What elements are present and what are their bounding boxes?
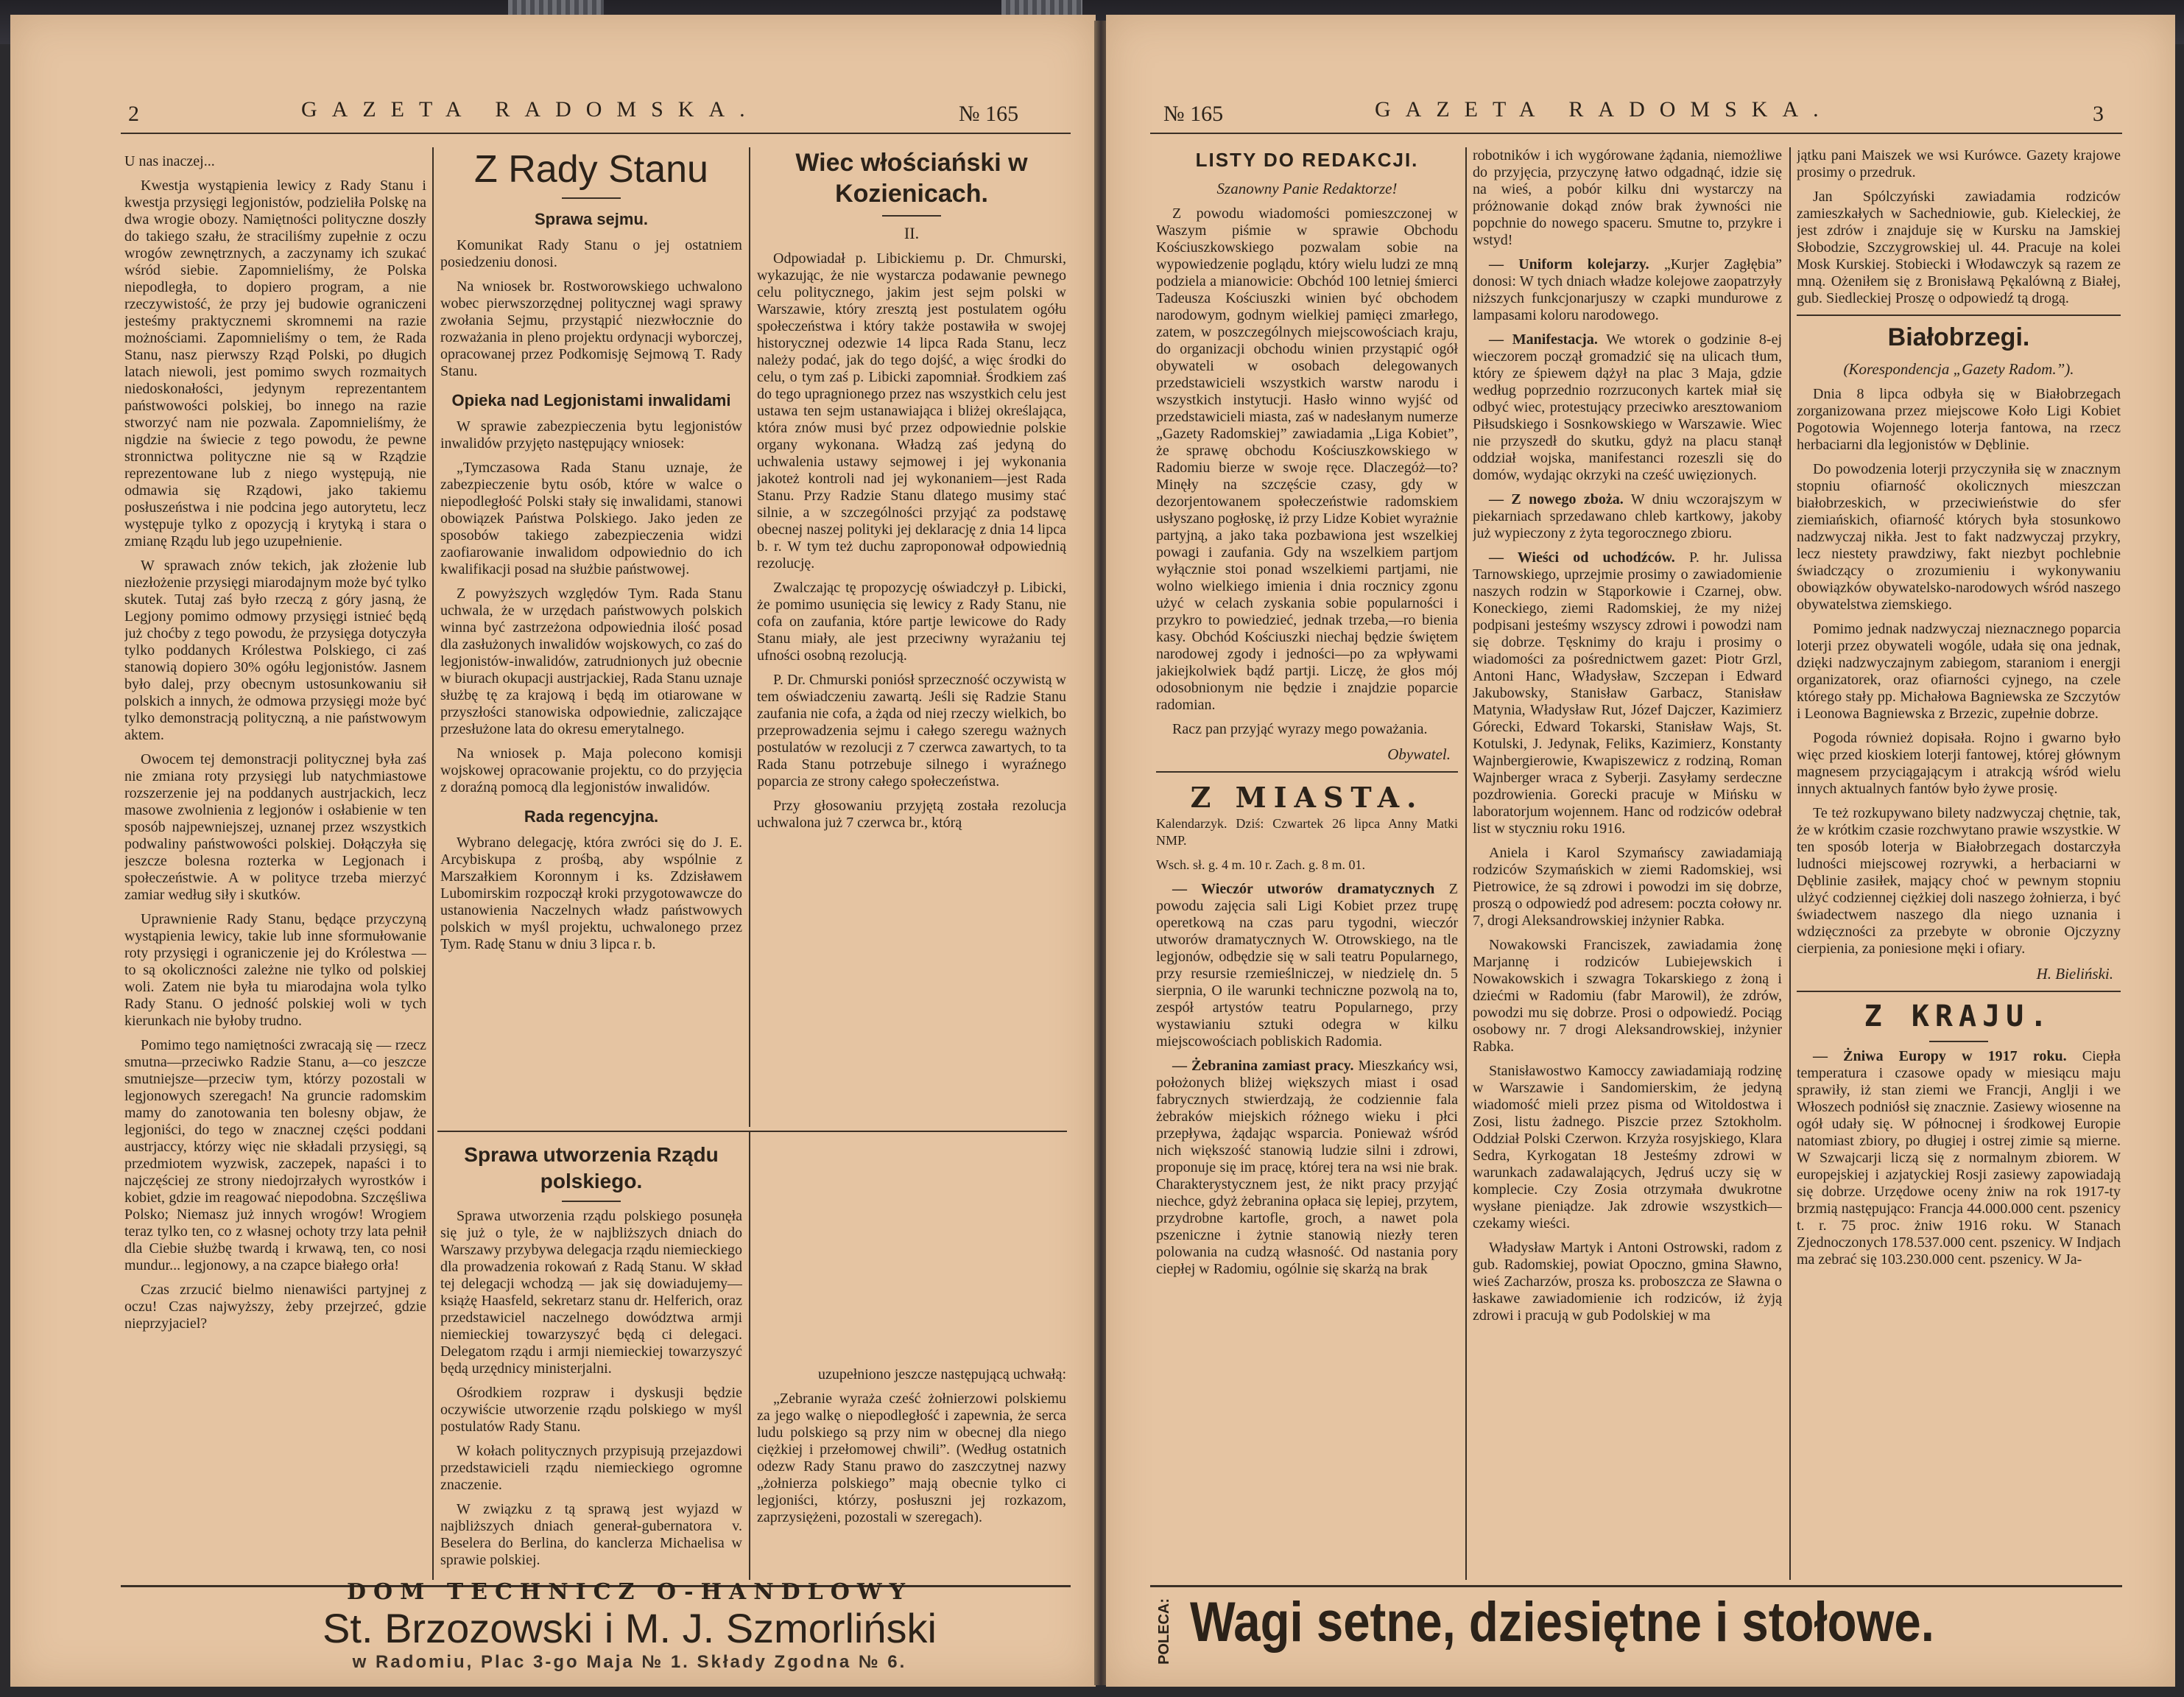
paragraph: Owocem tej demonstracji politycznej była zaś nie zmiana roty przysięgi lub natychmiastowe rozszerzenie jej na poddanych austrjackich, lecz masowe zwolnienia z legjonów i osłabienie w ten sposób najpewniejszej, uznanej przez wszystkich podwaliny państwowości polskiej. Dołączyła się jeszcze bolesna rozterka w Legjonach i społeczeństwie. A w polityce trzeba mierzyć zamiar według siły i skutków. [124, 751, 426, 903]
advert-line: DOM TECHNICZ O-HANDLOWY [347, 1579, 912, 1605]
column-letters [1156, 147, 1458, 1584]
advert-brzozowski [177, 1579, 1082, 1675]
news-lead: — Z nowego zboża. [1489, 491, 1624, 507]
sun-times: Wsch. sł. g. 4 m. 10 r. Zach. g. 8 m. 01. [1156, 857, 1365, 872]
paragraph: Na wniosek p. Maja polecono komisji wojskowej opracowanie projektu, co do przyjęcia z doraźną pomocą dla legjonistów inwalidów. [440, 745, 742, 795]
paragraph: Dnia 8 lipca odbyła się w Białobrzegach zorganizowana przez miejscowe Koło Ligi Kobiet Pogotowia Wojennego loterja fantowa, na rzecz herbaciarni dla legjonistów w Dęblinie. [1797, 386, 2121, 453]
section-rule [1797, 315, 2121, 316]
paragraph: Odpowiadał p. Libickiemu p. Dr. Chmurski, wykazując, że nie wystarcza podawanie pewnego celu politycznego, jakim jest sejm polski w Warszawie, który zresztą jest postulatem ogółu społeczeństwa i który także postawiła w swojej historycznej odezwie 14 lipca Rada Stanu, lecz należy podać, jak do tego dojść, a więc środki do celu, o tym zaś p. Libicki zapomniał. Środkiem zaś do tego upragnionego przez nas wszystkich celu jest ustawa ten sejm ustanawiająca i bliżej określająca, która znów musi być przez odpowiednie polskie organy wykonana. Władzą zaś jedyną do uchwalenia ustawy sejmowej i jej wykonania jakoteż kontroli nad jej wykonaniem—jest Rada Stanu. Przy Radzie Stanu dlatego musimy stać silnie, a w szczególności przyjąć za podstawę obecnej naszej polityki jej deklarację z dnia 14 lipca b. r. W tym też duchu zaproponował odpowiednią rezolucję. [757, 250, 1066, 572]
paragraph: W kołach politycznych przypisują przejazdowi przedstawicieli rządu niemieckiego ogromne znaczenie. [440, 1443, 742, 1493]
column-news [1473, 147, 1782, 1584]
news-text: Ciepła temperatura i czasowe opady w miesiącu maju sprawiły, iż stan ziemi we Francji, Anglji i we Włoszech podniósł się znacznie. Zasiewy wiosenne na ogół udały się. W północnej i środkowej Europie natomiast zbiory, po długiej i ostrej zimie są mierne. W Szwajcarji liczą się z normalnym zbiorem. W europejskiej i azjatyckiej Rosji zasiewy zapowiadają się dobrze. Urzędowe oceny żniw na rok 1917-ty brzmią następująco: Francja 44.000.000 cent. pszenicy t. r. 75 proc. żniw 1916 roku. W Stanach Zjednoczonych 178.537.000 cent. pszenicy. W Indjach ma zebrać się 103.230.000 cent. pszenicy. W Ja- [1797, 1048, 2121, 1268]
page-number: 3 [2093, 102, 2104, 126]
section-heading: LISTY DO REDAKCJI. [1195, 149, 1419, 171]
issue-number: № 165 [1163, 102, 1224, 126]
news-text: P. hr. Julissa Tarnowskiego, uprzejmie prosimy o zawiadomienie naszych rodzin w Stąporkowie i Czarnej, obw. Koneckiego, ziemi Radomskiej, że my niżej podpisani jesteśmy wszyscy zdrowi i powodzi nam się dobrze. Tęsknimy do kraju i prosimy o wiadomości za pośrednictwem gazet: Piotr Grzl, Antoni Hanc, Władysław, Szczepan i Edward Jakubowsky, Stanisław Garbacz, Stanisław Matynia, Władysław Rut, Józef Dajczer, Kazimierz Górecki, Edward Tokarski, Stanisław Wajs, St. Kotulski, J. Jedynak, Feliks, Kazimierz, Konstanty Wajnbergierowie, Kwapiszewicz z rodziną, Roman Wajnberger wraca z Syberji. Zasyłamy serdeczne pozdrowienia. Gorecki pracuje w Mińsku w laboratorjum wojennem. Hanc od rodziców odebrał list w styczniu roku 1916. [1473, 549, 1782, 837]
advert-firm-name: St. Brzozowski i M. J. Szmorliński [323, 1605, 937, 1651]
section-rule [437, 1131, 1067, 1132]
section-rule [1797, 991, 2121, 992]
paragraph: Komunikat Rady Stanu o jej ostatniem posiedzeniu donosi. [440, 237, 742, 270]
paragraph: Przy głosowaniu przyjętą została rezolucja uchwalona już 7 czerwca br., którą [757, 798, 1066, 831]
calendar: Kalendarzyk. Dziś: Czwartek 26 lipca Anny Matki NMP. [1156, 816, 1458, 848]
header-rule [121, 133, 1071, 134]
paragraph: „Tymczasowa Rada Stanu uznaje, że zabezpieczenie bytu osób, które w walce o niepodległość Polski stały się inwalidami, stanowi obowiązek Państwa Polskiego. Jako jeden ze sposobów takiego zabezpieczenia widzi zaofiarowanie inwalidom odpowiednio do ich kwalifikacji posad na służbie państwowej. [440, 460, 742, 577]
paragraph: W sprawach znów tekich, jak złożenie lub niezłożenie przysięgi miarodajnym może być tylko skutek. Tutaj zaś było rzeczą z góry jasną, że Legjony pomimo odmowy przysięgi istnieć będą już choćby z tego powodu, że przysięga dotyczyła tylko poddanych Królestwa Polskiego, ci zaś stanowią dopiero 30% ogółu legjonistów. Jasnem było dalej, przy obecnym ustosunkowaniu sił polskich a innych, że odmowa przysięgi może być tylko demonstracją polityczną, a nie państwowym aktem. [124, 558, 426, 743]
paragraph: Te też rozkupywano bilety nadzwyczaj chętnie, tak, że w krótkim czasie rozchwytano prawie wszystkie. W ten sposób loterja w Białobrzegach dostarczyła ludności miejscowej rozrywki, a herbaciarni w Dęblinie zasiłek, mający choć w pewnym stopniu ulżyć codziennej ciężkiej doli naszego żołnierza, i być świadectwem naszego dla niego uznania i wdzięczności za przebyte w obronie Ojczyzny cierpienia, za poniesione męki i ofiary. [1797, 805, 2121, 957]
paragraph: Racz pan przyjąć wyrazy mego poważania. [1172, 721, 1428, 737]
news-lead: — Żebranina zamiast pracy. [1172, 1058, 1354, 1074]
paragraph: Czas zrzucić bielmo nienawiści partyjnej z oczu! Czas najwyższy, żeby przejrzeć, gdzie nieprzyjaciel? [124, 1282, 426, 1332]
paragraph: „Zebranie wyraża cześć żołnierzowi polskiemu za jego walkę o niepodległość i zapewnia, że serca ludu polskiego są przy nim w obecnej dla niego ciężkiej i przełomowej chwili”. (Według ostatnich odezw Rady Stanu prawo do zaszczytnej nazwy „żołnierza polskiego” mają obecnie tylko ci legjoniści, którzy, posłuszni jej rozkazom, zaprzysiężeni, pozostali w szeregach). [757, 1391, 1066, 1525]
column-rule [432, 147, 434, 1580]
news-lead: — Manifestacja. [1489, 331, 1598, 348]
section-heading: Rada regencyjna. [524, 807, 659, 826]
paragraph: Sprawa utworzenia rządu polskiego posunęła się już o tyle, że w najbliższych dniach do Warszawy przybywa delegacja rządu niemieckiego dla prowadzenia rokowań z Radą Stanu. W skład tej delegacji wchodzą — jak się dowiadujemy—książę Haasfeld, sekretarz stanu dr. Helferich, oraz przedstawiciel naczelnego dowództwa armji niemieckiej towarzyszyć będą ci delegaci. Delegatom rządu i armji niemieckiej towarzyszyć będą urzędnicy ministerjalni. [440, 1208, 742, 1377]
news-lead: — Uniform kolejarzy. [1489, 256, 1649, 273]
paragraph: Zwalczając tę propozycję oświadczył p. Libicki, że pomimo usunięcia się lewicy z Rady Stanu, nie cofa on zaufania, które partje lewicowe do Rady Stanu miały, ale jest przeciwny wyrażaniu tej ufności osobną rezolucją. [757, 580, 1066, 664]
news-text: W dniu wczorajszym w piekarniach sprzedawano chleb kartkowy, jakoby już wypieczony z żyta tegorocznego zbioru. [1473, 491, 1782, 541]
paragraph: Z powyższych względów Tym. Rada Stanu uchwala, że w urzędach państwowych polskich winna być zastrzeżona odpowiednia ilość posad dla zasłużonych inwalidów wojskowych, co zaś do legjonistów-inwalidów, zatrudnionych już obecnie w biurach okupacji austrjackiej, Rada Stanu uznaje służbę tę za krajową i będą im otiarowane w przyszłości stanowiska odpowiednie, zaliczające przesłużone lata do okresu emerytalnego. [440, 586, 742, 737]
paragraph: jątku pani Maiszek we wsi Kurówce. Gazety krajowe prosimy o przedruk. [1797, 147, 2121, 180]
column-bialobrzegi [1797, 147, 2121, 1584]
column-wiec [757, 147, 1066, 1127]
article-title: Sprawa utworzenia Rządu polskiego. [464, 1143, 719, 1192]
news-lead: — Żniwa Europy w 1917 roku. [1813, 1048, 2067, 1064]
correspondence-note: (Korespondencja „Gazety Radom.”). [1843, 360, 2074, 378]
article-title: Z Rady Stanu [474, 148, 708, 191]
page-number: 2 [128, 102, 139, 126]
issue-number: № 165 [959, 102, 1019, 126]
paragraph: Aniela i Karol Szymańscy zawiadamiają rodziców Szymańskich w ziemi Radomskiej, wsi Pietrowice, że są zdrowi i powodzi im się dobrze, proszą o odpowiedź pod adresem: poczta cołowy nr. 7, drogi Aleksandrowskiej inżynier Rabka. [1473, 845, 1782, 929]
divider [882, 215, 941, 217]
left-page [10, 15, 1096, 1687]
section-heading: Z KRAJU. [1864, 999, 2054, 1033]
paragraph: robotników i ich wygórowane żądania, niemożliwe do przyjęcia, przyczynę łatwo odgadnąć, idzie się na wieś, a pobór kilku dni wystarczy na próżnowanie dokąd znów brak żywności nie popchnie do nowego spaceru. Smutne to, przykre i wstyd! [1473, 147, 1782, 248]
column-rule [749, 147, 750, 1127]
paragraph: Z powodu wiadomości pomieszczonej w Waszym piśmie w sprawie Obchodu Kościuszkowskiego pozwalam sobie na wypowiedzenie poglądu, który wielu ludzi ze mną podziela a mianowicie: Obchód 100 letniej śmierci Tadeusza Kościuszki winien być obchodem narodowym, godnym wielkiej pamięci zmarłego, zatem, w poszczególnych miejscowościach kraju, do organizacji obchodu winien przystąpić ogół obywateli w osobach delegowanych przedstawicieli wszystkich warstw narodu i wszystkich instytucji. Hasło winno wyjść od przedstawicieli miasta, zaś w nadesłanym numerze „Gazety Radomskiej” zawiadamia „Liga Kobiet”, że sprawę obchodu Kościuszkowskiego w Radomiu bierze w swoje ręce. Dlaczegóż—to? Minęły na szczęście czasy, gdy w dezorjentowanem społeczeństwie radomskiem usłyszano pogłoskę, iż przy Lidze Kobiet wyrażnie partyjną, a jako taka pozbawiona jest wszelkiej powagi i zaufania. Gdy na wszelkiem partjom wyłącznie stoi ponad wszelkiemi partjami, nie wolno wielkiego imienia i dnia rocznicy zgonu użyć w celach zyskania sobie popularności i przykro to powiedzieć, jednak trzeba,—ro bienia kasy. Obchód Kościuszki niechaj będzie świętem narodowej zgody i jedności—po za wpływami jakiejkolwiek bądź partji. Liczę, że głos mój odosobnionym nie będzie i znajdzie poparcie radomian. [1156, 205, 1458, 713]
divider [562, 197, 621, 199]
paragraph: U nas inaczej... [124, 153, 215, 169]
paragraph: Do powodzenia loterji przyczyniła się w znacznym stopniu ofiarność okolicznych mieszczan białobrzeskich, w przeciwieństwie do sfer ziemiańskich, ofiarność których była stosunkowo nadzwyczaj nikła. Jest to fakt nadzwyczaj przykry, lecz niestety prawdziwy, fakt niezbyt pochlebnie świadczący o zrozumieniu i wykonywaniu obowiązków obywatelsko-narodowych wśród naszego obywatelstwa ziemskiego. [1797, 461, 2121, 613]
advert-wagi [1156, 1576, 2157, 1679]
divider [562, 1201, 621, 1202]
paragraph: Pogoda również dopisała. Rojno i gwarno było więc przed kioskiem loterji fantowej, której głównym magnesem przyciągającym i atrakcją wśród wielu innych aktualnych fantów było żywe prosię. [1797, 730, 2121, 797]
signature: H. Bieliński. [2036, 965, 2113, 983]
paragraph: Władysław Martyk i Antoni Ostrowski, radom z gub. Radomskiej, powiat Opoczno, gmina Sławno, wieś Zacharzów, prosza ks. proboszcza ze Sławna o łaskawe zawiadomienie ich rodziców, iż żyją zdrowi i pracują w gub Podolskiej w ma [1473, 1240, 1782, 1324]
news-lead: — Wieści od uchodźców. [1489, 549, 1675, 566]
divider [1929, 1041, 1988, 1042]
article-title: Wiec włościański w Kozienicach. [795, 149, 1028, 208]
news-text: „Kurjer Zagłębia” donosi: W tych dniach władze kolejowe zaopatrzyły niższych funkcjonarjuszy w czapki mundurowe z lampasami koloru narodowego. [1473, 256, 1782, 323]
column-editorial [124, 153, 426, 1582]
advert-side-label: POLECA: [1156, 1598, 1172, 1665]
news-text: We wtorek o godzinie 8-ej wieczorem począł gromadzić się na ulicach tłum, który ze śpiewem dążył na plac 3 Maja, gdzie według poprzednio rozrzuconych kartek miał się odbyć wiec, protestujący przeciwko aresztowaniom Piłsudskiego i Sosnkowskiego w Warszawie. Wiec nie przyszedł do skutku, gdyż na placu stanął oddział wojska, manifestanci rozeszli się do domów, wydając okrzyki na cześć uwięzionych. [1473, 331, 1782, 483]
paragraph: Kwestja wystąpienia lewicy z Rady Stanu i kwestja przysięgi legjonistów, podzieliła Polskę na dwa wrogie obozy. Namiętności polityczne doszły do takiego szału, że straciliśmy zupełnie z oczu wrogów zewnętrznych, a zaczynamy ich szukać wśród siebie. Zapomnieliśmy, że Polska niepodległa, to dopiero program, a nie rzeczywistość, że przy jej budowie ograniczeni jesteśmy praktycznemi skromnemi na razie możnościami. Zapomnieliśmy o tem, że Rada Stanu, nasz pierwszy Rząd Polski, po długich latach niewoli, jest pomimo swych rozmaitych niedoskonałości, jedynym reprezentantem państwowości polskiej, bo innego na razie stworzyć nam nie pozwala. Zapomnieliśmy, że nigdzie na świecie z tego powodu, że pewne stronnictwa polityczne nie są w Rządzie reprezentowane lub z niego występują, nie odmawia się Rządowi, jako takiemu posłuszeństwa i nie podcina jego autorytetu, lecz występuje tylko z opozycją i krytyką i stara o zmianę Rządu lub jego uzupełnienie. [124, 178, 426, 549]
advert-headline: Wagi setne, dziesiętne i stołowe. [1190, 1591, 1934, 1654]
column-rada-stanu [440, 147, 742, 1127]
section-heading: Z MIASTA. [1190, 781, 1424, 814]
paragraph: Pomimo tego namiętności zwracają się — rzecz smutna—przeciwko Radzie Stanu, a—co jeszcze smutniejsze—przeciw tym, którzy pozostali w legjonowych szeregach! Na gruncie radomskim mamy do zanotowania ten bolesny objaw, że legjoniści, do tego w znacznej części poddani austrjaccy, którzy więc nie składali przysięgi, są przedmiotem wyzwisk, zaczepek, napaści i to najczęściej ze strony niedojrzałych wyrostków i kobiet, gdzie im reagować niepodobna. Szczęśliwa Polsko; Niemasz już innych wrogów! Wrogiem teraz tylko ten, co z własnej ochoty trzy lata pełnił dla Ciebie służbę twardą i krwawą, ten, co nosi mundur... legjonowy, a na czapce białego orła! [124, 1037, 426, 1273]
news-text: Mieszkańcy wsi, położonych bliżej większych miast i osad fabrycznych stwierdzają, że codziennie fala żebraków miejskich różnego wieku i płci przepływa, żądając wsparcia. Ponieważ wśród nich większość stanowią ludzie silni i zdrowi, proponuje się im pracę, której tera na wsi nie brak. Charakterystycznem jest, że nikt pracy przyjąć niechce, gdyż żebranina opłaca się lepiej, przytem, przydrobne kartofle, groch, a nawet pola pszeniczne i żytnie stanowią niezły teren polowania na cudzą własność. Od nastania pory ciepłej w Radomiu, ogólnie się skarżą na brak [1156, 1058, 1458, 1277]
salutation: Szanowny Panie Redaktorze! [1216, 180, 1398, 197]
section-heading: Sprawa sejmu. [534, 210, 649, 228]
paragraph: uzupełniono jeszcze następującą uchwałą: [817, 1366, 1066, 1382]
paragraph: Jan Spólczyński zawiadamia rodziców zamieszkałych w Sachedniowie, gub. Kieleckiej, że jest zdrów i znajduje się w Kursku na Jamskiej Słobodzie, Szczygrowskiej ul. 44. Pracuje na kolei Mosk Kurskiej. Stobiecki i Włodawczyk są razem ze mną. Ożeniłem się z Bronisławą Pękalówną z Białej, gub. Siedleckiej Proszę o odpowiedź tą drogą. [1797, 189, 2121, 306]
advert-address: w Radomiu, Plac 3-go Maja № 1. Składy Zgodna № 6. [352, 1652, 907, 1672]
section-heading: Białobrzegi. [1887, 323, 2030, 351]
running-head: GAZETA RADOMSKA. [301, 97, 760, 122]
section-heading: Opieka nad Legjonistami inwalidami [451, 391, 731, 410]
header-rule [1150, 133, 2122, 134]
column-wiec-cont [757, 1366, 1066, 1584]
paragraph: Nowakowski Franciszek, zawiadamia żonę Marjannę i rodziców Lubiejewskich i Nowakowskich i szwagra Tokarskiego z żoną i dziećmi w Radomiu (fabr Marowil), że zdrów, powodzi mu się dobrze. Prosi o odpowiedź. Pociąg osobowy nr. 7 drogi Aleksandrowskiej, inżynier Rabka. [1473, 937, 1782, 1055]
paragraph: P. Dr. Chmurski poniósł sprzeczność oczywistą w tem oświadczeniu zawartą. Jeśli się Radzie Stanu zaufania nie cofa, a żąda od niej rzeczy wielkich, bo przeprowadzenia sejmu i całego szeregu ważnych postulatów w rezolucji z 7 czerwca zawartych, to ta Rada Stanu potrzebuje silnego i wyraźnego poparcia ze strony całego społeczeństwa. [757, 672, 1066, 790]
right-page [1106, 15, 2175, 1687]
paragraph: W sprawie zabezpieczenia bytu legjonistów inwalidów przyjęto następujący wniosek: [440, 418, 742, 452]
paragraph: Wybrano delegację, która zwróci się do J. E. Arcybiskupa z prośbą, aby wspólnie z Marszałkiem Koronnym i ks. Zdzisławem Lubomirskim rozpoczął kroki przygotowawcze do ustanowienia Naczelnych władz państwowych polskich w myśl projektu, uchwalonego przez Tym. Radę Stanu w dniu 3 lipca r. b. [440, 835, 742, 952]
running-head: GAZETA RADOMSKA. [1375, 97, 1833, 122]
signature: Obywatel. [1387, 745, 1451, 763]
news-text: Z powodu zajęcia sali Ligi Kobiet przez trupę operetkową na czas paru tygodni, wieczór utworów dramatycznych W. Otrowskiego, na tle legjonów, odbędzie się w sali teatru Popularnego, przy resursie rzemieślniczej, w niedzielę dn. 5 sierpnia, O ile warunki techniczne pozwolą na to, zespół artystów teatru Popularnego, przy wystawianiu sztuki odegra w kilku miejscowościach pobliskich Radomia. [1156, 881, 1458, 1050]
part-numeral: II. [903, 224, 920, 242]
paragraph: W związku z tą sprawą jest wyjazd w najbliższych dniach generał-gubernatora v. Beselera do Berlina, do kanclerza Michaelisa w sprawie polskiej. [440, 1501, 742, 1568]
news-lead: — Wieczór utworów dramatycznych [1172, 881, 1435, 897]
column-rule [1789, 147, 1791, 1580]
section-rule [1156, 771, 1458, 773]
paragraph: Pomimo jednak nadzwyczaj nieznacznego poparcia loterji przez obywateli wogóle, udała się ona jednak, dzięki nadzwyczajnym zabiegom, staraniom i energji organizatorek, oraz ofiarności cyjnego, na czele którego stały pp. Michałowa Bagniewska ze Szczytów i Leonowa Bagniewska z Brzezic, zupełnie dobrze. [1797, 621, 2121, 722]
column-rzad [440, 1142, 742, 1584]
paragraph: Na wniosek br. Rostworowskiego uchwalono wobec pierwszorzędnej politycznej wagi sprawy zwołania Sejmu, przystąpić niezwłocznie do rozważania in pleno projektu ordynacji wyborczej, opracowanej przez Podkomisję Sejmową T. Rady Stanu. [440, 278, 742, 379]
paragraph: Uprawnienie Rady Stanu, będące przyczyną wystąpienia lewicy, takie lub inne sformułowanie roty przysięgi i ograniczenie jej do Królestwa — to są okoliczności zależne nie tylko od polskiej woli. Zatem nie była tu miarodajna wola tylko Rady Stanu. O jedność polskiej woli w tych kierunkach nie byłoby trudno. [124, 911, 426, 1029]
column-rule [1465, 147, 1467, 1580]
paragraph: Stanisławostwo Kamoccy zawiadamiają rodzinę w Warszawie i Sandomierskim, że jedyną wiadomość mieli przez pisma od Witoldostwa i Zosi, listu żadnego. Piszcie przez Sztokholm. Oddział Polski Czerwon. Krzyża rosyjskiego, Klara Sedra, Kyrkogatan 18 Jesteśmy zdrowi w warunkach zadawalających, Jędruś uczy się w komplecie. Czy Zosia otrzymała dwukrotne wysłane pieniądze. Jak zdrowie wszystkich—czekamy wieści. [1473, 1063, 1782, 1232]
column-rule [749, 1131, 750, 1580]
paragraph: Ośrodkiem rozpraw i dyskusji będzie oczywiście utworzenie rządu polskiego w myśl postulatów Rady Stanu. [440, 1385, 742, 1435]
